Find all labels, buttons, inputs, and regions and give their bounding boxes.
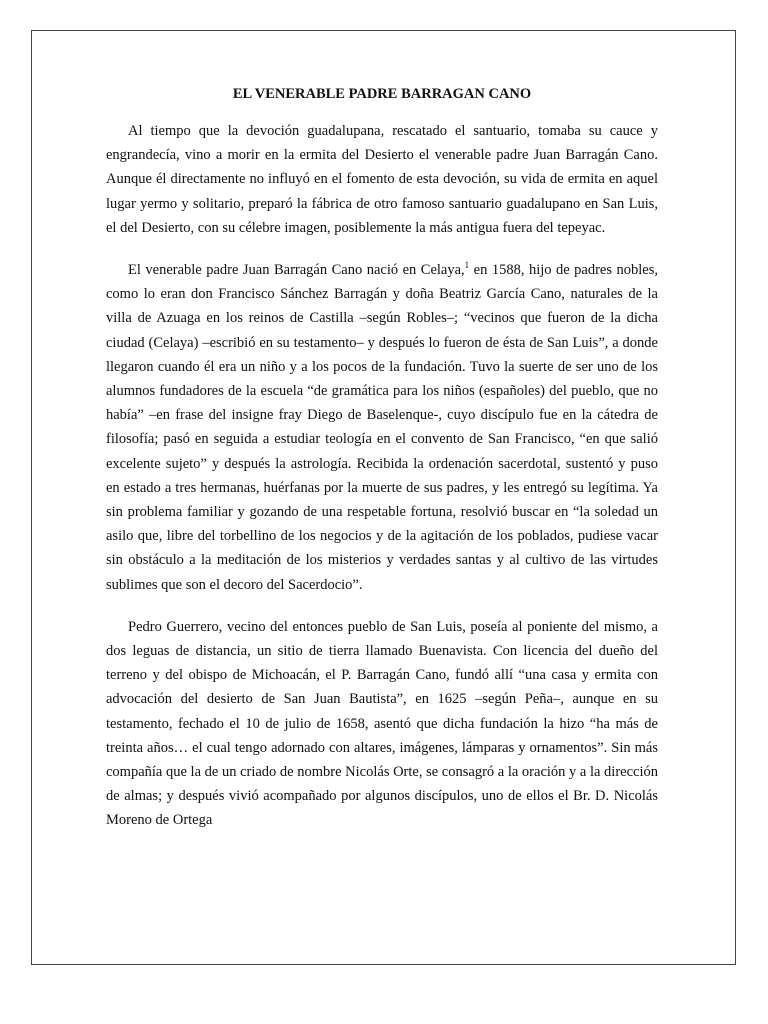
paragraph-2 [106,258,658,597]
paragraph-2-start: El venerable padre Juan Barragán Cano nació en Celaya, [128,262,465,279]
paragraph-1: Al tiempo que la devoción guadalupana, rescatado el santuario, tomaba su cauce y engrandecía, vino a morir en la ermita del Desierto el venerable padre Juan Barragán Cano. Aunque él directamente no influyó en el fomento de esta devoción, su vida de ermita en aquel lugar yermo y solitario, preparó la fábrica de otro famoso santuario guadalupano en San Luis, el del Desierto, con su célebre imagen, posiblemente la más antigua fuera del tepeyac. [106,123,658,236]
paragraph-2-rest: en 1588, hijo de padres nobles, como lo eran don Francisco Sánchez Barragán y doña Beatriz García Cano, naturales de la villa de Azuaga en los reinos de Castilla –según Robles–; “vecinos que fueron de la dicha ciudad (Celaya) –escribió en su testamento– y después lo fueron de ésta de San Luis”, a donde llegaron cuando él era un niño y a los pocos de la fundación. Tuvo la suerte de ser uno de los alumnos fundadores de la escuela “de gramática para los niños (españoles) del pueblo, que no había” –en frase del insigne fray Diego de Baselenque-, cuyo discípulo fue en la cátedra de filosofía; pasó en seguida a estudiar teología en el convento de San Francisco, “en que salió excelente sujeto” y después la astrología. Recibida la ordenación sacerdotal, sustentó y puso en estado a tres hermanas, huérfanas por la muerte de sus padres, y les entregó su legítima. Ya sin problema familiar y gozando de una respetable fortuna, resolvió buscar en “la soledad un asilo que, libre del torbellino de los negocios y de la agitación de los poblados, pudiese vacar sin obstáculo a la meditación de los misterios y verdades santas y al cultivo de las virtudes sublimes que son el decoro del Sacerdocio”. [106,262,658,593]
footnote-marker[interactable]: 1 [464,260,470,271]
document-content [106,84,658,851]
document-title: EL VENERABLE PADRE BARRAGAN CANO [232,86,532,102]
paragraph-3: Pedro Guerrero, vecino del entonces pueblo de San Luis, poseía al poniente del mismo, a dos leguas de distancia, un sitio de tierra llamado Buenavista. Con licencia del dueño del terreno y del obispo de Michoacán, el P. Barragán Cano, fundó allí “una casa y ermita con advocación del desierto de San Juan Bautista”, en 1625 –según Peña–, aunque en su testamento, fechado el 10 de julio de 1658, asentó que dicha fundación la hizo “ha más de treinta años… el cual tengo adornado con altares, imágenes, lámparas y ornamentos”. Sin más compañía que la de un criado de nombre Nicolás Orte, se consagró a la oración y a la dirección de almas; y después vivió acompañado por algunos discípulos, uno de ellos el Br. D. Nicolás Moreno de Ortega [106,618,658,829]
